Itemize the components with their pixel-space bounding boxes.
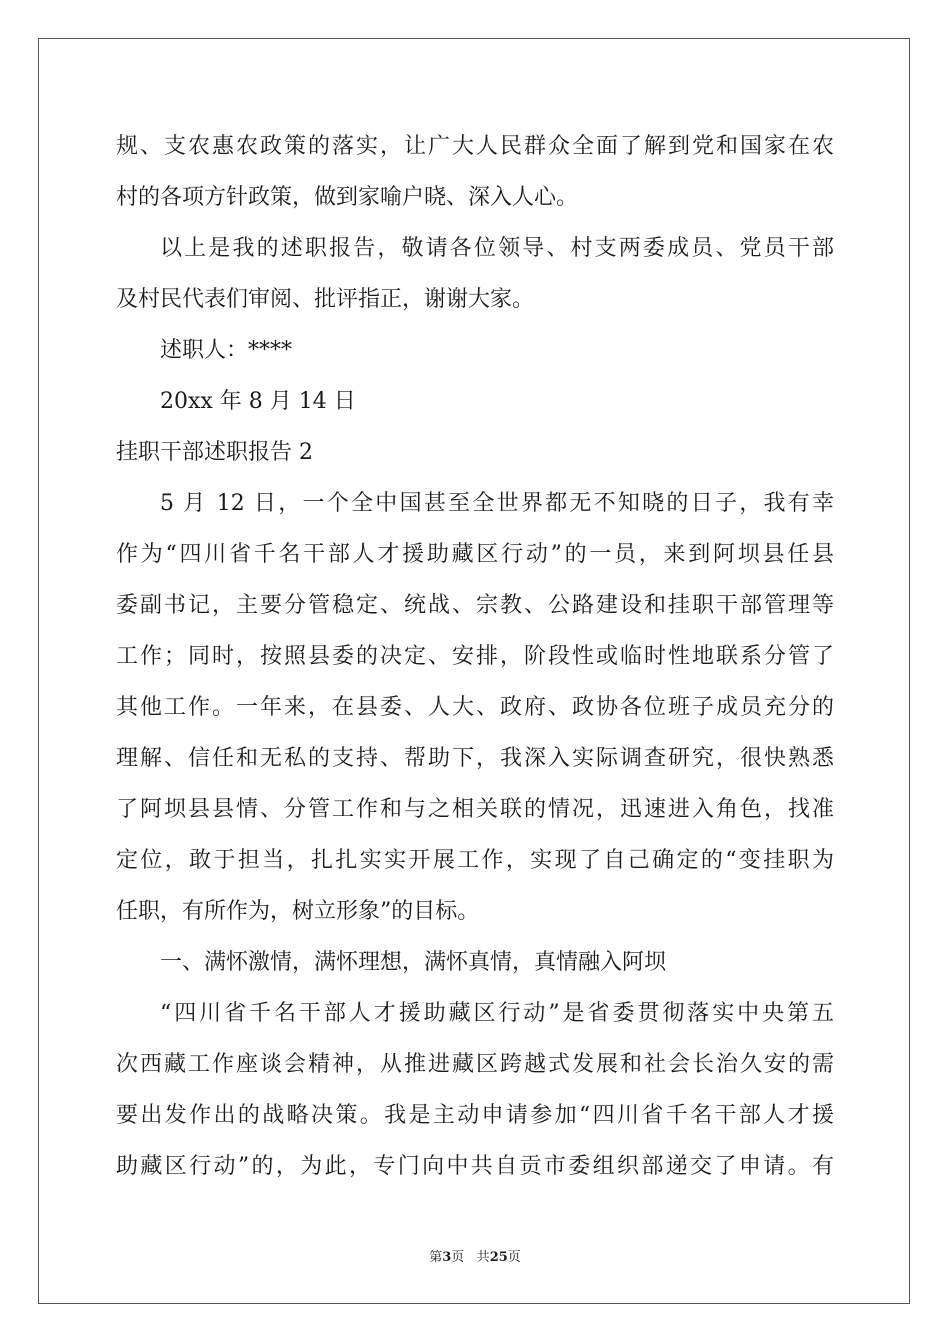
text-line: 助藏区行动”的，为此，专门向中共自贡市委组织部递交了申请。有 — [116, 1154, 834, 1179]
footer-current-page: 3 — [442, 1250, 452, 1265]
text-line: 次西藏工作座谈会精神，从推进藏区跨越式发展和社会长治久安的需 — [116, 1052, 834, 1077]
text-line: 以上是我的述职报告，敬请各位领导、村支两委成员、党员干部 — [160, 236, 834, 261]
text-line: 20xx 年 8 月 14 日 — [160, 389, 356, 414]
text-line: 作为“四川省千名干部人才援助藏区行动”的一员，来到阿坝县任县 — [116, 542, 834, 567]
text-line: 5 月 12 日，一个全中国甚至全世界都无不知晓的日子，我有幸 — [160, 491, 834, 516]
footer-prefix: 第 — [429, 1250, 443, 1265]
footer-page-label: 页 — [451, 1250, 465, 1265]
footer-total-pages: 25 — [489, 1250, 508, 1265]
text-line: 定位，敢于担当，扎扎实实开展工作，实现了自己确定的“变挂职为 — [116, 848, 834, 873]
text-line: 及村民代表们审阅、批评指正，谢谢大家。 — [116, 287, 535, 312]
text-line: 要出发作出的战略决策。我是主动申请参加“四川省千名干部人才援 — [116, 1103, 834, 1128]
page-footer — [0, 1246, 950, 1265]
text-line: “四川省千名干部人才援助藏区行动”是省委贯彻落实中央第五 — [160, 1001, 834, 1026]
text-line: 其他工作。一年来，在县委、人大、政府、政协各位班子成员充分的 — [116, 695, 834, 720]
text-line: 述职人：**** — [160, 338, 293, 363]
text-line: 任职，有所作为，树立形象”的目标。 — [116, 899, 480, 924]
text-line: 规、支农惠农政策的落实，让广大人民群众全面了解到党和国家在农 — [116, 134, 834, 159]
text-line: 理解、信任和无私的支持、帮助下，我深入实际调查研究，很快熟悉 — [116, 746, 834, 771]
text-line: 了阿坝县县情、分管工作和与之相关联的情况，迅速进入角色，找准 — [116, 797, 834, 822]
text-line: 工作；同时，按照县委的决定、安排，阶段性或临时性地联系分管了 — [116, 644, 834, 669]
text-line: 一、满怀激情，满怀理想，满怀真情，真情融入阿坝 — [160, 950, 667, 975]
text-line: 委副书记，主要分管稳定、统战、宗教、公路建设和挂职干部管理等 — [116, 593, 834, 618]
footer-total-prefix: 共 — [476, 1250, 490, 1265]
document-body — [116, 128, 834, 1199]
text-line: 村的各项方针政策，做到家喻户晓、深入人心。 — [116, 185, 579, 210]
footer-total-label: 页 — [507, 1250, 521, 1265]
text-line: 挂职干部述职报告 2 — [116, 440, 313, 465]
